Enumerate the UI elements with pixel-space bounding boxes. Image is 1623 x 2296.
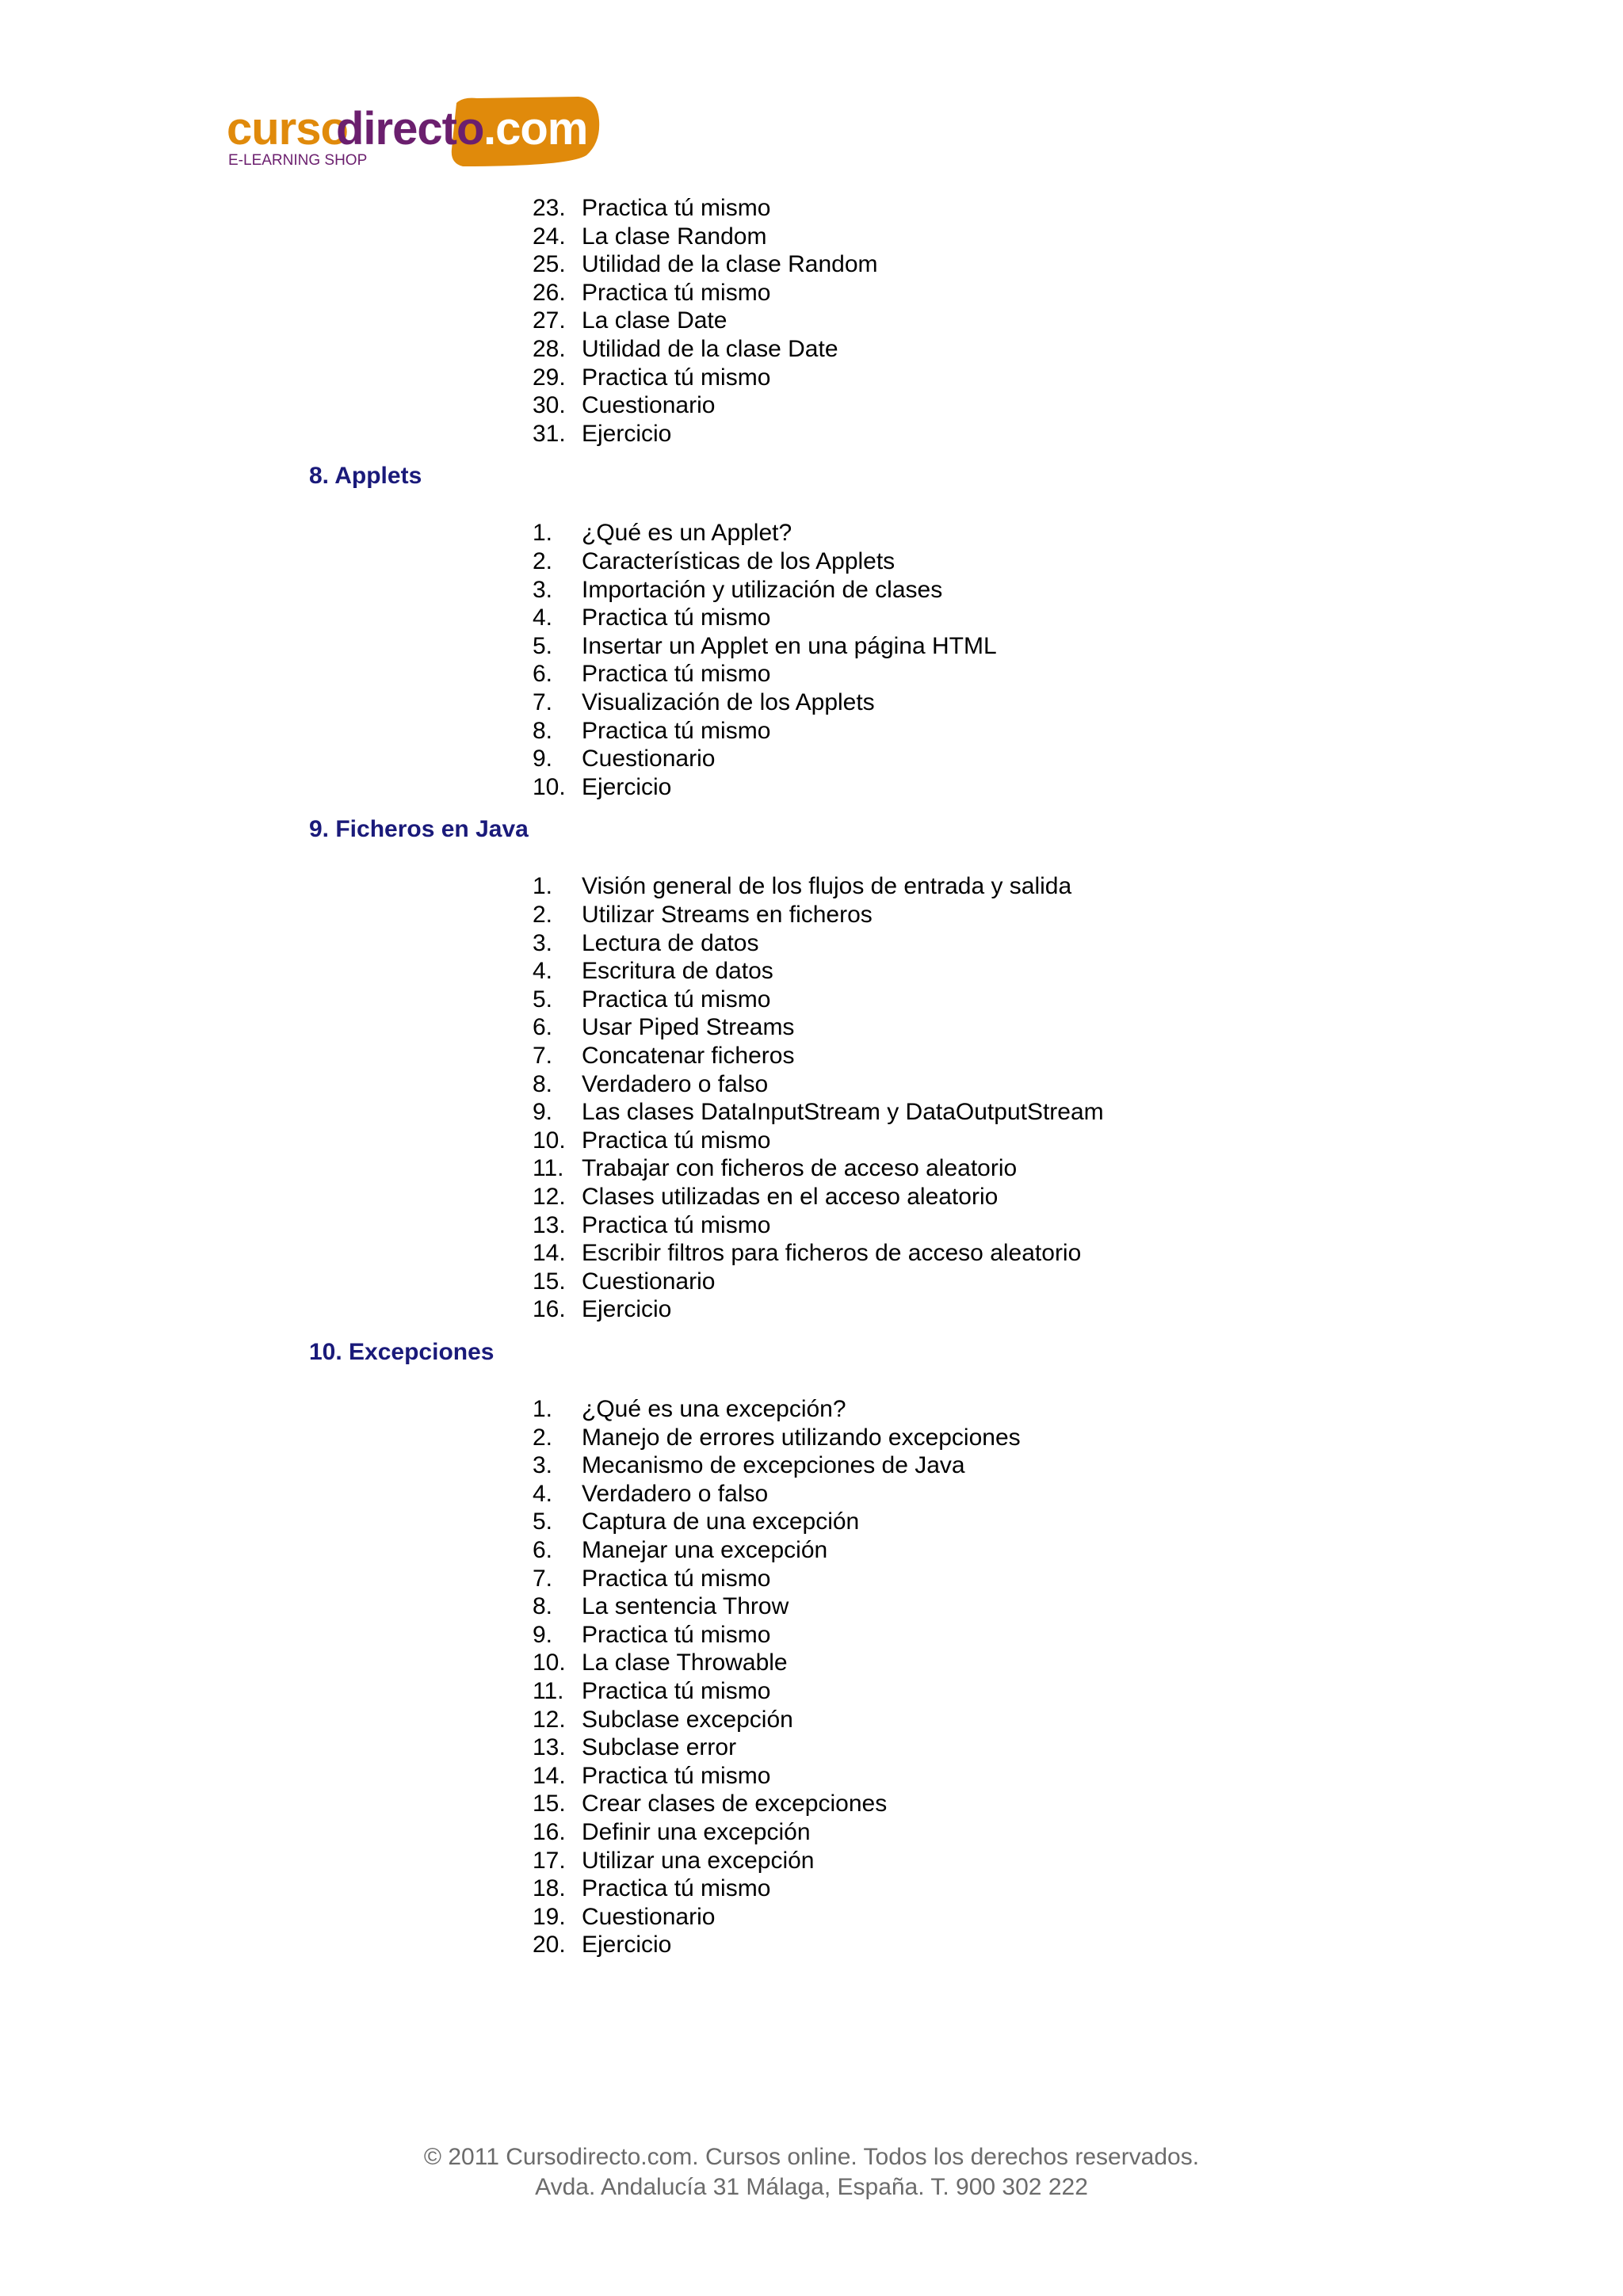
lesson-title: La clase Random <box>582 223 767 250</box>
lesson-number: 27. <box>533 307 566 334</box>
lesson-number: 3. <box>533 1452 553 1479</box>
lesson-number: 11. <box>533 1155 564 1182</box>
lesson-title: Concatenar ficheros <box>582 1042 795 1069</box>
lesson-number: 4. <box>533 1480 553 1507</box>
lesson-number: 20. <box>533 1932 566 1958</box>
lesson-number: 17. <box>533 1847 566 1874</box>
lesson-title: Definir una excepción <box>582 1818 811 1845</box>
lesson-title: Practica tú mismo <box>582 661 771 688</box>
lesson-number: 12. <box>533 1706 566 1733</box>
lesson-number: 7. <box>533 688 553 715</box>
lesson-number: 26. <box>533 279 566 306</box>
lesson-title: Cuestionario <box>582 746 716 772</box>
lesson-title: Ejercicio <box>582 773 672 800</box>
lesson-title: Usar Piped Streams <box>582 1014 795 1041</box>
lesson-number: 24. <box>533 223 566 250</box>
lesson-title: Cuestionario <box>582 1903 716 1930</box>
lesson-title: Mecanismo de excepciones de Java <box>582 1452 965 1479</box>
lesson-number: 10. <box>533 1127 566 1154</box>
lesson-number: 30. <box>533 392 566 419</box>
lesson-number: 3. <box>533 576 553 603</box>
lesson-title: Utilidad de la clase Random <box>582 251 878 278</box>
lesson-title: Practica tú mismo <box>582 1762 771 1789</box>
lesson-number: 10. <box>533 773 566 800</box>
lesson-number: 9. <box>533 746 553 772</box>
lesson-title: Utilizar Streams en ficheros <box>582 901 873 928</box>
lesson-number: 2. <box>533 1424 553 1451</box>
section-heading: 10. Excepciones <box>309 1339 495 1365</box>
lesson-number: 6. <box>533 1014 553 1041</box>
lesson-title: Subclase error <box>582 1734 737 1761</box>
section-heading: 9. Ficheros en Java <box>309 816 529 843</box>
lesson-title: Escritura de datos <box>582 958 773 985</box>
lesson-title: Subclase excepción <box>582 1706 793 1733</box>
lesson-title: Cuestionario <box>582 392 716 419</box>
logo-part-directo: directo <box>336 103 484 154</box>
lesson-title: Cuestionario <box>582 1268 716 1295</box>
lesson-title: Practica tú mismo <box>582 1211 771 1238</box>
lesson-title: Utilizar una excepción <box>582 1847 815 1874</box>
lesson-title: Crear clases de excepciones <box>582 1791 888 1817</box>
lesson-title: Manejar una excepción <box>582 1536 828 1563</box>
lesson-title: Importación y utilización de clases <box>582 576 943 603</box>
lesson-title: La clase Throwable <box>582 1650 788 1676</box>
lesson-title: Ejercicio <box>582 1296 672 1323</box>
lesson-title: Practica tú mismo <box>582 605 771 631</box>
lesson-number: 6. <box>533 661 553 688</box>
lesson-number: 12. <box>533 1183 566 1210</box>
lesson-number: 23. <box>533 195 566 221</box>
lesson-number: 5. <box>533 1508 553 1535</box>
lesson-title: Practica tú mismo <box>582 1621 771 1648</box>
cursodirecto-logo <box>225 93 605 181</box>
lesson-title: Practica tú mismo <box>582 986 771 1013</box>
logo-part-com: .com <box>483 103 588 154</box>
lesson-title: Ejercicio <box>582 420 672 447</box>
lesson-number: 8. <box>533 1593 553 1620</box>
lesson-title: Verdadero o falso <box>582 1070 769 1097</box>
lesson-title: La clase Date <box>582 307 727 334</box>
lesson-number: 7. <box>533 1042 553 1069</box>
lesson-number: 6. <box>533 1536 553 1563</box>
logo-tagline: E-LEARNING SHOP <box>228 152 368 169</box>
lesson-number: 25. <box>533 251 566 278</box>
lesson-title: ¿Qué es un Applet? <box>582 520 792 547</box>
lesson-title: Clases utilizadas en el acceso aleatorio <box>582 1183 999 1210</box>
lesson-number: 13. <box>533 1734 566 1761</box>
lesson-title: Verdadero o falso <box>582 1480 769 1507</box>
lesson-title: Practica tú mismo <box>582 1127 771 1154</box>
lesson-number: 10. <box>533 1650 566 1676</box>
lesson-number: 9. <box>533 1099 553 1126</box>
lesson-number: 5. <box>533 632 553 659</box>
lesson-title: Insertar un Applet en una página HTML <box>582 632 997 659</box>
lesson-number: 2. <box>533 901 553 928</box>
lesson-title: Lectura de datos <box>582 929 759 956</box>
lesson-title: Practica tú mismo <box>582 717 771 744</box>
lesson-number: 5. <box>533 986 553 1013</box>
lesson-title: Visualización de los Applets <box>582 688 875 715</box>
lesson-title: Las clases DataInputStream y DataOutputStream <box>582 1099 1104 1126</box>
logo-graphic <box>225 93 605 181</box>
lesson-number: 18. <box>533 1875 566 1902</box>
lesson-number: 14. <box>533 1762 566 1789</box>
page-footer <box>0 2142 1623 2203</box>
footer-address: Avda. Andalucía 31 Málaga, España. T. 900 302 222 <box>535 2174 1088 2200</box>
logo-part-curso: curso <box>227 103 348 154</box>
lesson-title: Utilidad de la clase Date <box>582 335 838 362</box>
lesson-number: 15. <box>533 1791 566 1817</box>
lesson-title: Manejo de errores utilizando excepciones <box>582 1424 1021 1451</box>
lesson-number: 28. <box>533 335 566 362</box>
lesson-title: La sentencia Throw <box>582 1593 789 1620</box>
lesson-title: Practica tú mismo <box>582 1875 771 1902</box>
lesson-number: 9. <box>533 1621 553 1648</box>
lesson-number: 7. <box>533 1565 553 1592</box>
lesson-title: Visión general de los flujos de entrada y salida <box>582 873 1072 900</box>
lesson-number: 11. <box>533 1677 564 1704</box>
lesson-number: 4. <box>533 605 553 631</box>
lesson-number: 3. <box>533 929 553 956</box>
lesson-title: Características de los Applets <box>582 547 896 574</box>
lesson-number: 16. <box>533 1296 566 1323</box>
lesson-number: 16. <box>533 1818 566 1845</box>
lesson-number: 1. <box>533 873 553 900</box>
lesson-number: 8. <box>533 717 553 744</box>
lesson-title: Practica tú mismo <box>582 1565 771 1592</box>
lesson-number: 14. <box>533 1240 566 1267</box>
lesson-number: 19. <box>533 1903 566 1930</box>
lesson-title: Escribir filtros para ficheros de acceso aleatorio <box>582 1240 1082 1267</box>
lesson-title: Practica tú mismo <box>582 1677 771 1704</box>
lesson-number: 29. <box>533 364 566 391</box>
lesson-title: Trabajar con ficheros de acceso aleatorio <box>582 1155 1018 1182</box>
section-heading: 8. Applets <box>309 463 422 490</box>
lesson-number: 1. <box>533 1396 553 1422</box>
lesson-title: ¿Qué es una excepción? <box>582 1396 846 1422</box>
lesson-number: 2. <box>533 547 553 574</box>
lesson-title: Ejercicio <box>582 1932 672 1958</box>
footer-copyright: © 2011 Cursodirecto.com. Cursos online. Todos los derechos reservados. <box>423 2144 1200 2170</box>
lesson-title: Captura de una excepción <box>582 1508 860 1535</box>
lesson-number: 31. <box>533 420 566 447</box>
lesson-title: Practica tú mismo <box>582 195 771 221</box>
lesson-number: 13. <box>533 1211 566 1238</box>
lesson-number: 4. <box>533 958 553 985</box>
lesson-title: Practica tú mismo <box>582 364 771 391</box>
lesson-number: 8. <box>533 1070 553 1097</box>
lesson-number: 1. <box>533 520 553 547</box>
lesson-title: Practica tú mismo <box>582 279 771 306</box>
lesson-number: 15. <box>533 1268 566 1295</box>
